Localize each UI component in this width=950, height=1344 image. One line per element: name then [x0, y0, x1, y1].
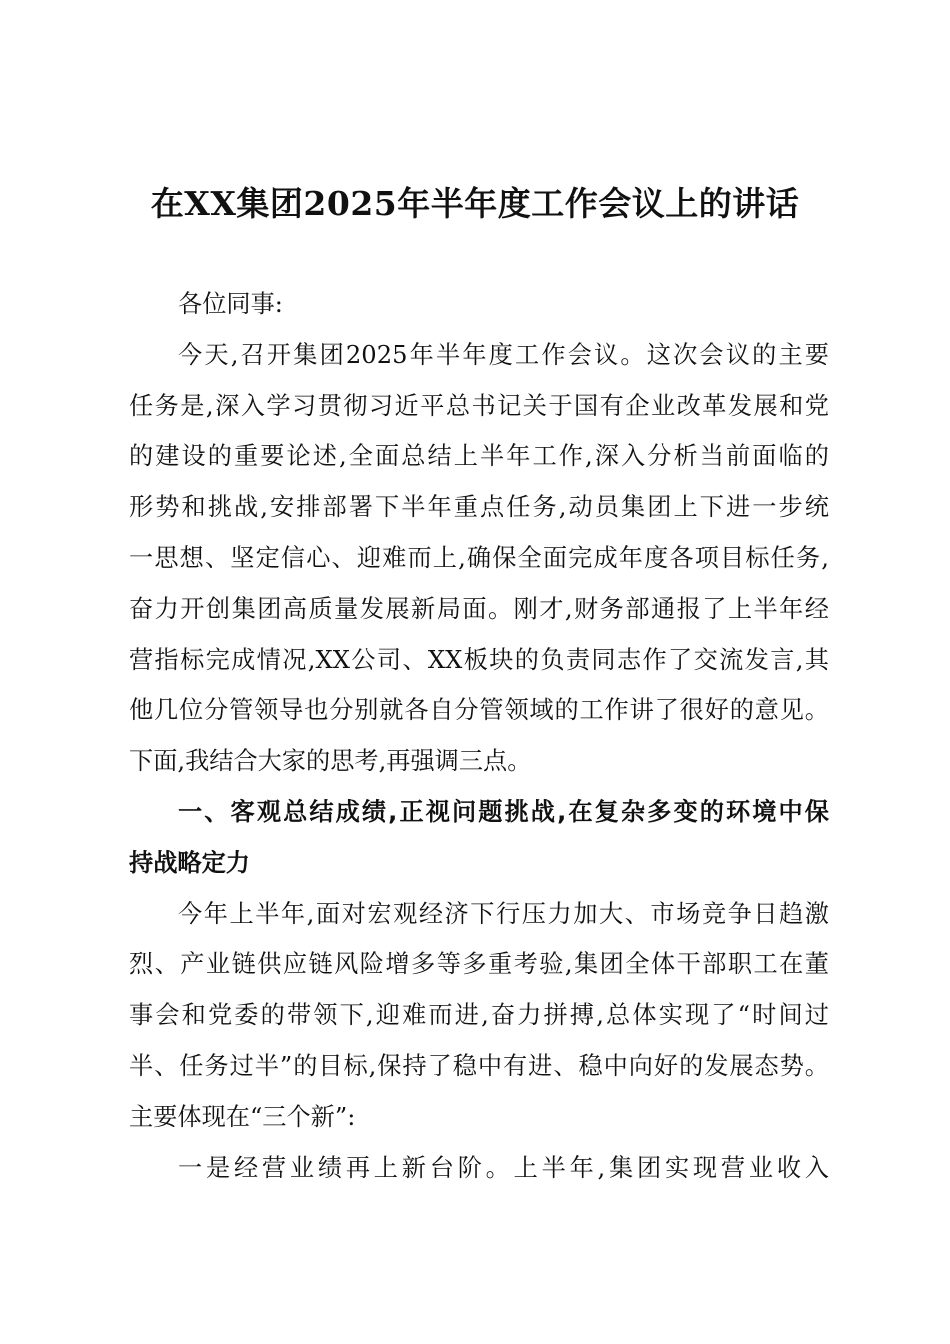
- paragraph-line: 任务是,深入学习贯彻习近平总书记关于国有企业改革发展和党: [129, 391, 829, 420]
- paragraph-line: 事会和党委的带领下,迎难而进,奋力拼搏,总体实现了“时间过: [129, 1001, 829, 1030]
- paragraph-line: 下面,我结合大家的思考,再强调三点。: [129, 747, 532, 776]
- paragraph-line: 各位同事:: [178, 290, 283, 318]
- paragraph-line: 今年上半年,面对宏观经济下行压力加大、市场竞争日趋激: [178, 899, 829, 928]
- section-heading-line: 持战略定力: [129, 848, 250, 877]
- document-title: 在XX集团2025年半年度工作会议上的讲话: [150, 184, 800, 223]
- document-body: [129, 279, 829, 1193]
- paragraph-line: 主要体现在“三个新”:: [129, 1102, 356, 1131]
- section-heading-line: 一、客观总结成绩,正视问题挑战,在复杂多变的环境中保: [178, 797, 829, 826]
- paragraph-line: 今天,召开集团2025年半年度工作会议。这次会议的主要: [178, 340, 829, 369]
- paragraph-line: 的建设的重要论述,全面总结上半年工作,深入分析当前面临的: [129, 442, 829, 471]
- paragraph-line: 一思想、坚定信心、迎难而上,确保全面完成年度各项目标任务,: [129, 543, 829, 572]
- paragraph-line: 营指标完成情况,XX公司、XX板块的负责同志作了交流发言,其: [129, 645, 829, 674]
- paragraph-line: 奋力开创集团高质量发展新局面。刚才,财务部通报了上半年经: [129, 594, 829, 623]
- paragraph-line: 他几位分管领导也分别就各自分管领域的工作讲了很好的意见。: [129, 696, 829, 725]
- paragraph-line: 烈、产业链供应链风险增多等多重考验,集团全体干部职工在董: [129, 950, 829, 979]
- paragraph-line: 形势和挑战,安排部署下半年重点任务,动员集团上下进一步统: [129, 493, 829, 522]
- paragraph-line: 半、任务过半”的目标,保持了稳中有进、稳中向好的发展态势。: [129, 1051, 829, 1080]
- paragraph-line: 一是经营业绩再上新台阶。上半年,集团实现营业收入: [178, 1153, 829, 1182]
